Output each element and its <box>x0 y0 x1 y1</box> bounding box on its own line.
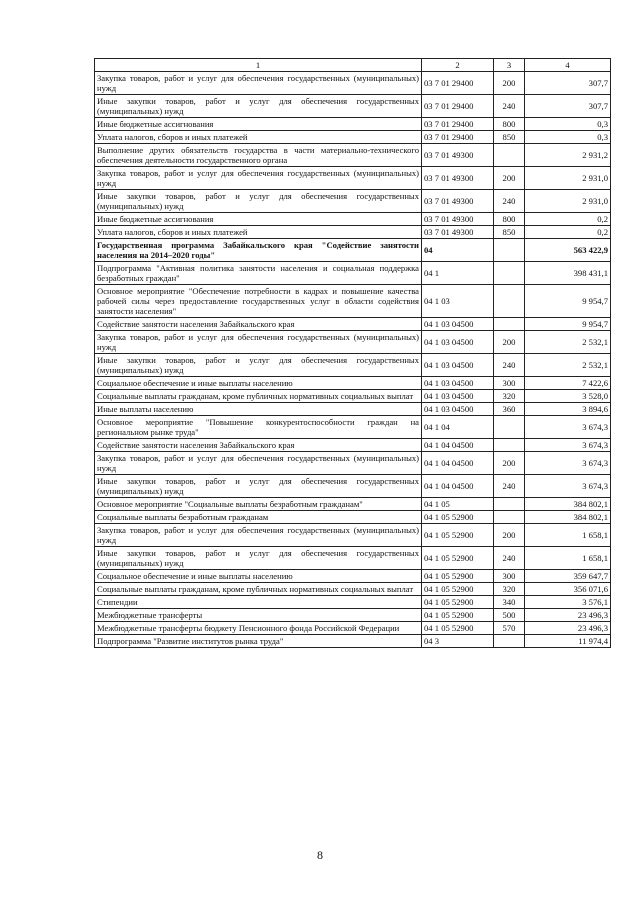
row-name-cell: Государственная программа Забайкальского края "Содействие занятости населения на 2014–2020 годы" <box>95 239 422 262</box>
row-code-cell: 04 1 03 04500 <box>422 390 494 403</box>
row-value-cell: 1 658,1 <box>525 524 611 547</box>
row-type-cell: 800 <box>494 213 525 226</box>
row-value-cell: 0,2 <box>525 226 611 239</box>
table-row <box>95 475 611 498</box>
row-value-cell: 3 674,3 <box>525 475 611 498</box>
row-type-cell <box>494 285 525 318</box>
row-type-cell <box>494 635 525 648</box>
row-name-cell: Социальные выплаты безработным гражданам <box>95 511 422 524</box>
table-row <box>95 318 611 331</box>
row-type-cell: 240 <box>494 547 525 570</box>
row-value-cell: 3 528,0 <box>525 390 611 403</box>
row-name-cell: Содействие занятости населения Забайкальского края <box>95 439 422 452</box>
row-type-cell: 320 <box>494 390 525 403</box>
row-value-cell: 356 071,6 <box>525 583 611 596</box>
row-code-cell: 04 1 <box>422 262 494 285</box>
row-code-cell: 04 1 05 52900 <box>422 583 494 596</box>
row-code-cell: 04 <box>422 239 494 262</box>
row-name-cell: Основное мероприятие "Обеспечение потребности в кадрах и повышение качества рабочей силы через предоставление государственных услуг в области содействия занятости населения" <box>95 285 422 318</box>
row-type-cell: 200 <box>494 331 525 354</box>
row-type-cell <box>494 511 525 524</box>
table-row <box>95 416 611 439</box>
row-code-cell: 03 7 01 49300 <box>422 144 494 167</box>
table-row <box>95 439 611 452</box>
row-type-cell: 850 <box>494 226 525 239</box>
row-type-cell: 300 <box>494 570 525 583</box>
table-row <box>95 547 611 570</box>
row-type-cell: 360 <box>494 403 525 416</box>
row-code-cell: 04 3 <box>422 635 494 648</box>
table-row <box>95 262 611 285</box>
table-row <box>95 403 611 416</box>
row-name-cell: Закупка товаров, работ и услуг для обеспечения государственных (муниципальных) нужд <box>95 72 422 95</box>
row-value-cell: 9 954,7 <box>525 285 611 318</box>
row-code-cell: 04 1 03 04500 <box>422 318 494 331</box>
row-name-cell: Содействие занятости населения Забайкальского края <box>95 318 422 331</box>
row-type-cell: 500 <box>494 609 525 622</box>
row-name-cell: Межбюджетные трансферты <box>95 609 422 622</box>
budget-table <box>94 58 611 648</box>
row-type-cell <box>494 439 525 452</box>
row-type-cell: 200 <box>494 167 525 190</box>
table-row <box>95 452 611 475</box>
table-row <box>95 498 611 511</box>
table-row <box>95 511 611 524</box>
row-code-cell: 04 1 05 52900 <box>422 547 494 570</box>
row-value-cell: 307,7 <box>525 95 611 118</box>
row-name-cell: Иные закупки товаров, работ и услуг для обеспечения государственных (муниципальных) нужд <box>95 475 422 498</box>
row-value-cell: 0,3 <box>525 118 611 131</box>
row-value-cell: 307,7 <box>525 72 611 95</box>
row-code-cell: 04 1 04 04500 <box>422 475 494 498</box>
row-value-cell: 7 422,6 <box>525 377 611 390</box>
row-value-cell: 2 931,2 <box>525 144 611 167</box>
table-row <box>95 570 611 583</box>
row-type-cell: 320 <box>494 583 525 596</box>
row-type-cell: 300 <box>494 377 525 390</box>
row-name-cell: Социальное обеспечение и иные выплаты населению <box>95 570 422 583</box>
row-value-cell: 23 496,3 <box>525 609 611 622</box>
row-name-cell: Закупка товаров, работ и услуг для обеспечения государственных (муниципальных) нужд <box>95 167 422 190</box>
row-value-cell: 11 974,4 <box>525 635 611 648</box>
table-row <box>95 285 611 318</box>
row-code-cell: 04 1 05 52900 <box>422 622 494 635</box>
row-value-cell: 384 802,1 <box>525 511 611 524</box>
table-row <box>95 635 611 648</box>
column-header: 1 <box>95 59 422 72</box>
row-name-cell: Закупка товаров, работ и услуг для обеспечения государственных (муниципальных) нужд <box>95 331 422 354</box>
row-value-cell: 563 422,9 <box>525 239 611 262</box>
row-code-cell: 04 1 05 52900 <box>422 596 494 609</box>
row-type-cell <box>494 262 525 285</box>
row-value-cell: 0,3 <box>525 131 611 144</box>
row-code-cell: 03 7 01 49300 <box>422 213 494 226</box>
row-name-cell: Иные бюджетные ассигнования <box>95 213 422 226</box>
table-row <box>95 118 611 131</box>
row-value-cell: 9 954,7 <box>525 318 611 331</box>
row-code-cell: 04 1 05 52900 <box>422 570 494 583</box>
row-code-cell: 03 7 01 49300 <box>422 226 494 239</box>
row-name-cell: Иные закупки товаров, работ и услуг для обеспечения государственных (муниципальных) нужд <box>95 190 422 213</box>
row-name-cell: Подпрограмма "Развитие институтов рынка труда" <box>95 635 422 648</box>
row-type-cell: 340 <box>494 596 525 609</box>
row-type-cell: 240 <box>494 354 525 377</box>
row-code-cell: 04 1 05 52900 <box>422 511 494 524</box>
row-type-cell: 240 <box>494 190 525 213</box>
table-row <box>95 226 611 239</box>
table-row <box>95 377 611 390</box>
row-value-cell: 359 647,7 <box>525 570 611 583</box>
row-value-cell: 398 431,1 <box>525 262 611 285</box>
row-code-cell: 03 7 01 49300 <box>422 167 494 190</box>
table-row <box>95 390 611 403</box>
row-value-cell: 2 532,1 <box>525 331 611 354</box>
row-type-cell: 800 <box>494 118 525 131</box>
row-code-cell: 04 1 03 04500 <box>422 331 494 354</box>
row-code-cell: 04 1 03 04500 <box>422 403 494 416</box>
row-name-cell: Межбюджетные трансферты бюджету Пенсионного фонда Российской Федерации <box>95 622 422 635</box>
row-name-cell: Уплата налогов, сборов и иных платежей <box>95 131 422 144</box>
row-name-cell: Иные закупки товаров, работ и услуг для обеспечения государственных (муниципальных) нужд <box>95 354 422 377</box>
row-code-cell: 04 1 04 04500 <box>422 439 494 452</box>
column-header: 2 <box>422 59 494 72</box>
row-value-cell: 3 894,6 <box>525 403 611 416</box>
row-name-cell: Иные закупки товаров, работ и услуг для обеспечения государственных (муниципальных) нужд <box>95 547 422 570</box>
column-header: 4 <box>525 59 611 72</box>
row-name-cell: Стипендии <box>95 596 422 609</box>
row-name-cell: Основное мероприятие "Социальные выплаты безработным гражданам" <box>95 498 422 511</box>
row-value-cell: 0,2 <box>525 213 611 226</box>
row-code-cell: 04 1 04 04500 <box>422 452 494 475</box>
row-code-cell: 04 1 05 52900 <box>422 609 494 622</box>
table-row <box>95 609 611 622</box>
row-type-cell <box>494 144 525 167</box>
page-number: 8 <box>317 848 323 862</box>
row-name-cell: Социальные выплаты гражданам, кроме публичных нормативных социальных выплат <box>95 390 422 403</box>
row-value-cell: 23 496,3 <box>525 622 611 635</box>
row-type-cell: 850 <box>494 131 525 144</box>
row-name-cell: Иные закупки товаров, работ и услуг для обеспечения государственных (муниципальных) нужд <box>95 95 422 118</box>
row-value-cell: 3 674,3 <box>525 416 611 439</box>
row-type-cell: 200 <box>494 524 525 547</box>
row-code-cell: 04 1 05 52900 <box>422 524 494 547</box>
row-type-cell: 200 <box>494 452 525 475</box>
row-name-cell: Основное мероприятие "Повышение конкурентоспособности граждан на региональном рынке труда" <box>95 416 422 439</box>
row-type-cell: 240 <box>494 475 525 498</box>
row-value-cell: 3 674,3 <box>525 452 611 475</box>
row-value-cell: 1 658,1 <box>525 547 611 570</box>
table-row <box>95 213 611 226</box>
table-row <box>95 622 611 635</box>
table-row <box>95 596 611 609</box>
table-row <box>95 583 611 596</box>
row-name-cell: Иные бюджетные ассигнования <box>95 118 422 131</box>
table-row <box>95 144 611 167</box>
row-name-cell: Уплата налогов, сборов и иных платежей <box>95 226 422 239</box>
row-name-cell: Закупка товаров, работ и услуг для обеспечения государственных (муниципальных) нужд <box>95 524 422 547</box>
table-row <box>95 95 611 118</box>
row-code-cell: 03 7 01 29400 <box>422 118 494 131</box>
row-name-cell: Закупка товаров, работ и услуг для обеспечения государственных (муниципальных) нужд <box>95 452 422 475</box>
row-code-cell: 04 1 03 <box>422 285 494 318</box>
table-header-row <box>95 59 611 72</box>
row-code-cell: 03 7 01 29400 <box>422 72 494 95</box>
row-type-cell <box>494 498 525 511</box>
row-value-cell: 2 931,0 <box>525 190 611 213</box>
row-code-cell: 04 1 04 <box>422 416 494 439</box>
table-row <box>95 72 611 95</box>
table-row <box>95 167 611 190</box>
row-code-cell: 03 7 01 29400 <box>422 131 494 144</box>
table-row <box>95 331 611 354</box>
row-type-cell <box>494 239 525 262</box>
row-code-cell: 04 1 05 <box>422 498 494 511</box>
row-name-cell: Социальное обеспечение и иные выплаты населению <box>95 377 422 390</box>
table-row <box>95 131 611 144</box>
row-type-cell: 200 <box>494 72 525 95</box>
row-type-cell <box>494 318 525 331</box>
row-type-cell <box>494 416 525 439</box>
row-name-cell: Социальные выплаты гражданам, кроме публичных нормативных социальных выплат <box>95 583 422 596</box>
row-name-cell: Выполнение других обязательств государства в части материально-технического обеспечения деятельности государственного органа <box>95 144 422 167</box>
row-code-cell: 03 7 01 49300 <box>422 190 494 213</box>
row-value-cell: 3 576,1 <box>525 596 611 609</box>
row-code-cell: 03 7 01 29400 <box>422 95 494 118</box>
row-value-cell: 384 802,1 <box>525 498 611 511</box>
row-value-cell: 2 931,0 <box>525 167 611 190</box>
column-header: 3 <box>494 59 525 72</box>
row-code-cell: 04 1 03 04500 <box>422 354 494 377</box>
row-type-cell: 570 <box>494 622 525 635</box>
row-code-cell: 04 1 03 04500 <box>422 377 494 390</box>
table-row <box>95 239 611 262</box>
row-value-cell: 2 532,1 <box>525 354 611 377</box>
row-type-cell: 240 <box>494 95 525 118</box>
table-row <box>95 354 611 377</box>
row-name-cell: Иные выплаты населению <box>95 403 422 416</box>
row-name-cell: Подпрограмма "Активная политика занятости населения и социальная поддержка безработных граждан" <box>95 262 422 285</box>
table-row <box>95 190 611 213</box>
table-row <box>95 524 611 547</box>
row-value-cell: 3 674,3 <box>525 439 611 452</box>
